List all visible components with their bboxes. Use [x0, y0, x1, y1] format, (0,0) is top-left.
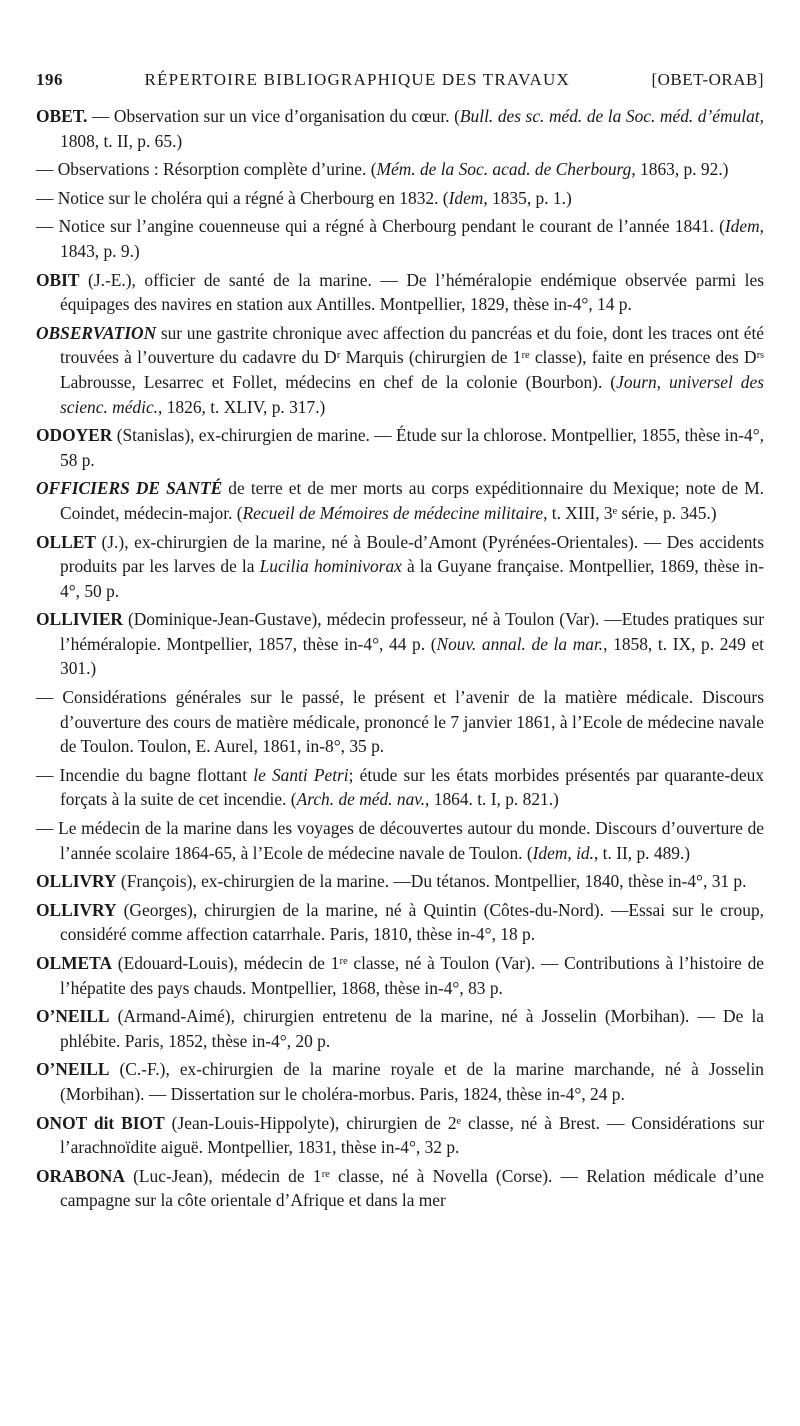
entry-heading: OLMETA — [36, 953, 113, 973]
citation-italic: Idem — [448, 187, 484, 208]
citation-italic: Idem, id. — [532, 842, 594, 863]
entry-heading: ODOYER — [36, 425, 113, 446]
entry-heading: ORABONA — [36, 1165, 125, 1186]
entry-text: — Le médecin de la marine dans les voyages de découvertes autour du monde. Discours d’ouverture de l’année scolaire 1864-65, à l’Ecole de médecine navale de Toulon. ( — [36, 818, 764, 863]
entry-text: sur une gastrite chronique avec affection du pancréas et du foie, dont les traces ont été trouvées à l’ouverture du cadavre du Dʳ Marquis (chirurgien de 1ʳᵉ classe), faite en présence des Dʳˢ Labrousse, Lesarrec et Follet, médecins en chef de la colonie (Bourbon). ( — [60, 322, 764, 392]
entry-text: à la Guyane française. Montpellier, 1869, thèse in-4°, 50 p. — [60, 556, 764, 601]
entry-text: — Incendie du bagne flottant — [36, 764, 254, 785]
entry-text: , 1864. t. I, p. 821.) — [425, 789, 559, 810]
entry-text: (J.), ex-chirurgien de la marine, né à Boule-d’Amont (Pyrénées-Orientales). — Des accidents produits par les larves de la — [60, 531, 764, 577]
entry-text: — Observations : Résorption complète d’urine. ( — [36, 159, 377, 180]
entry-text: , 1858, t. IX, p. 249 et 301.) — [60, 633, 765, 679]
page-number: 196 — [36, 70, 63, 89]
bibliography-entry — [36, 1057, 764, 1106]
entry-heading: O’NEILL — [36, 1006, 110, 1027]
entry-text: — Notice sur l’angine couenneuse qui a régné à Cherbourg pendant le courant de l’année 1841. ( — [36, 216, 725, 237]
citation-italic: Nouv. annal. de la mar. — [436, 633, 604, 654]
entry-heading: OLLIVRY — [36, 899, 117, 920]
citation-italic: Bull. des sc. méd. de la Soc. méd. d’émulat — [459, 106, 760, 126]
entry-heading: OBSERVATION — [36, 322, 157, 343]
bibliography-entry — [36, 1111, 764, 1160]
citation-italic: Mém. de la Soc. acad. de Cherbourg — [376, 159, 632, 180]
entry-text: , 1835, p. 1.) — [483, 187, 572, 208]
bibliography-entry — [36, 607, 764, 681]
entry-text: (François), ex-chirurgien de la marine. —Du tétanos. Montpellier, 1840, thèse in-4°, 31 p. — [116, 871, 747, 892]
entry-text: (J.-E.), officier de santé de la marine. — De l’héméralopie endémique observée parmi les équipages des navires en station aux Antilles. Montpellier, 1829, thèse in-4°, 14 p. — [60, 269, 764, 315]
entry-heading: OLLIVRY — [36, 871, 117, 892]
citation-italic: Recueil de Mémoires de médecine militaire — [242, 502, 544, 523]
bibliography-entry — [36, 869, 764, 894]
entry-text: , 1843, p. 9.) — [60, 216, 764, 261]
entry-heading: O’NEILL — [36, 1059, 110, 1080]
bibliography-entry — [36, 321, 764, 419]
entry-text: , t. II, p. 489.) — [593, 842, 691, 863]
entry-heading: OBIT — [36, 269, 80, 290]
citation-italic: Lucilia hominivorax — [259, 556, 402, 577]
entry-text: (Armand-Aimé), chirurgien entretenu de la marine, né à Josselin (Morbihan). — De la phlébite. Paris, 1852, thèse in-4°, 20 p. — [60, 1006, 764, 1051]
entry-text: — Observation sur un vice d’organisation du cœur. ( — [87, 106, 460, 126]
citation-italic: Arch. de méd. nav. — [296, 789, 426, 810]
bibliography-entry — [36, 1004, 764, 1053]
entry-text: (Stanislas), ex-chirurgien de marine. — Étude sur la chlorose. Montpellier, 1855, thèse in-4°, 58 p. — [60, 425, 764, 470]
entry-text: , 1826, t. XLIV, p. 317.) — [158, 396, 326, 417]
entry-text: (Georges), chirurgien de la marine, né à Quintin (Côtes-du-Nord). —Essai sur le croup, considéré comme affection catarrhale. Paris, 1810, thèse in-4°, 18 p. — [60, 899, 764, 945]
entry-text: ; étude sur les états morbides présentés par quarante-deux forçats à la suite de cet incendie. ( — [60, 764, 764, 810]
bibliography-entry — [36, 423, 764, 472]
bibliography-entry — [36, 1164, 764, 1213]
entry-heading: ONOT dit BIOT — [36, 1112, 165, 1133]
entry-text: , t. XIII, 3ᵉ série, p. 345.) — [543, 502, 717, 523]
entry-text: (C.-F.), ex-chirurgien de la marine royale et de la marine marchande, né à Josselin (Morbihan). — Dissertation sur le choléra-morbus. Paris, 1824, thèse in-4°, 24 p. — [60, 1059, 764, 1104]
sub-entry — [36, 685, 764, 759]
bibliography-entry — [36, 951, 764, 1000]
entry-heading: OLLIVIER — [36, 609, 123, 630]
entry-range: [OBET-ORAB] — [651, 70, 764, 89]
entry-heading: OLLET — [36, 531, 96, 552]
entry-text: de terre et de mer morts au corps expéditionnaire du Mexique; note de M. Coindet, médecin-major. ( — [60, 478, 764, 523]
entry-text: (Jean-Louis-Hippolyte), chirurgien de 2ᵉ classe, né à Brest. — Considérations sur l’arachnoïdite aiguë. Montpellier, 1831, thèse in-4°, 32 p. — [60, 1112, 764, 1158]
entry-heading: OBET. — [36, 106, 88, 126]
entry-text: (Dominique-Jean-Gustave), médecin professeur, né à Toulon (Var). —Etudes pratiques sur l’héméralopie. Montpellier, 1857, thèse in-4°, 44 p. ( — [60, 609, 764, 654]
bibliography-entries — [36, 104, 764, 1213]
sub-entry — [36, 214, 764, 263]
bibliography-entry — [36, 476, 764, 525]
entry-text: , 1863, p. 92.) — [631, 159, 729, 180]
sub-entry — [36, 816, 764, 865]
running-header — [36, 70, 764, 90]
running-title: RÉPERTOIRE BIBLIOGRAPHIQUE DES TRAVAUX — [144, 70, 570, 89]
entry-text: — Notice sur le choléra qui a régné à Cherbourg en 1832. ( — [36, 187, 449, 208]
entry-text: — Considérations générales sur le passé, le présent et l’avenir de la matière médicale. Discours d’ouverture des cours de matière médicale, prononcé le 7 janvier 1861, à l’Ecole de médecine navale de Toulon. Toulon, E. Aurel, 1861, in-8°, 35 p. — [36, 687, 764, 757]
citation-italic: Journ, universel des scienc. médic. — [60, 371, 764, 417]
sub-entry — [36, 157, 764, 182]
entry-text: , 1808, t. II, p. 65.) — [60, 106, 764, 151]
bibliography-entry — [36, 104, 764, 153]
entry-text: (Edouard-Louis), médecin de 1ʳᵉ classe, né à Toulon (Var). — Contributions à l’histoire de l’hépatite des pays chauds. Montpellier, 1868, thèse in-4°, 83 p. — [60, 953, 764, 998]
citation-italic: le Santi Petri — [253, 764, 349, 785]
entry-text: (Luc-Jean), médecin de 1ʳᵉ classe, né à Novella (Corse). — Relation médicale d’une campagne sur la côte orientale d’Afrique et dans la mer — [60, 1165, 764, 1211]
sub-entry — [36, 186, 764, 211]
sub-entry — [36, 763, 764, 812]
bibliography-entry — [36, 898, 764, 947]
entry-heading: OFFICIERS DE SANTÉ — [36, 478, 223, 499]
bibliography-entry — [36, 268, 764, 317]
bibliography-entry — [36, 530, 764, 604]
citation-italic: Idem — [724, 216, 760, 237]
